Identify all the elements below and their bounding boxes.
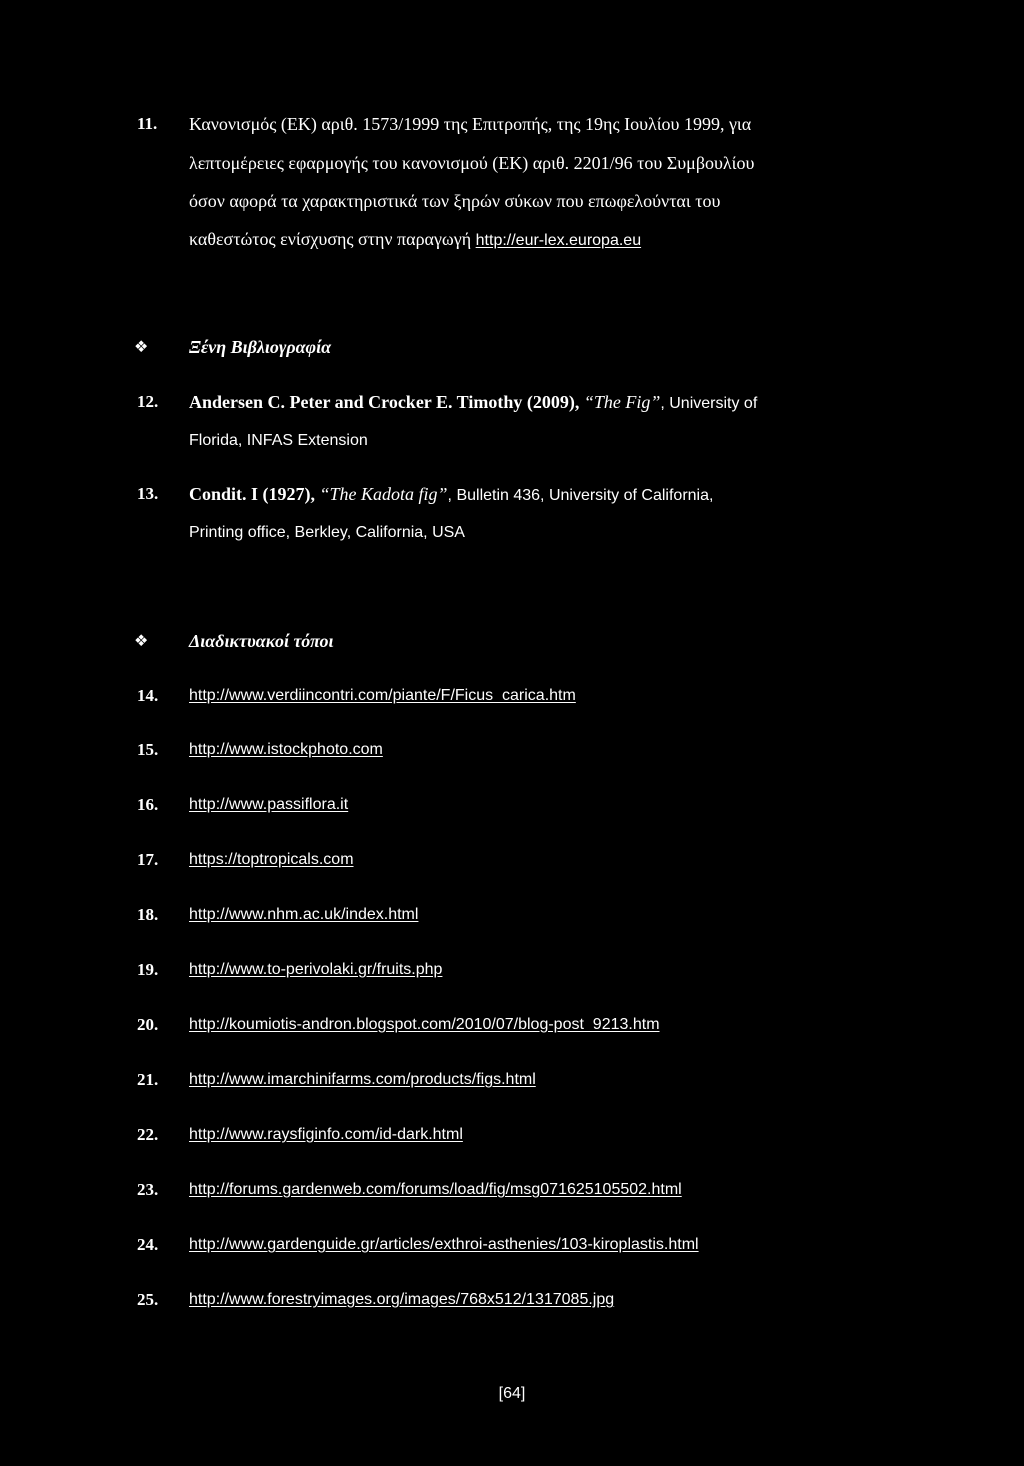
web-link[interactable]: https://toptropicals.com [189,851,354,868]
entry-11-link[interactable]: http://eur-lex.europa.eu [475,232,642,249]
link-number: 16. [137,795,159,814]
link-number: 17. [137,850,159,869]
entry-12-line-1 [189,392,757,414]
link-number: 20. [137,1015,159,1034]
web-link[interactable]: http://www.imarchinifarms.com/products/figs.html [189,1071,536,1088]
entry-12-rest: , University of [660,395,758,412]
web-link[interactable]: http://www.to-perivolaki.gr/fruits.php [189,961,443,978]
entry-12-authors: Andersen C. Peter and Crocker E. Timothy (2009), [189,392,580,412]
entry-11-line-3: όσον αφορά τα χαρακτηριστικά των ξηρών σύκων που επωφελούνται του [189,191,721,211]
entry-12-number: 12. [137,392,159,411]
entry-11-line-4-text: καθεστώτος ενίσχυσης στην παραγωγή [189,229,476,249]
entry-13-authors: Condit. I (1927), [189,484,316,504]
link-number: 21. [137,1070,159,1089]
link-number: 24. [137,1235,159,1254]
web-link[interactable]: http://www.verdiincontri.com/piante/F/Ficus_carica.htm [189,687,576,704]
link-number: 19. [137,960,159,979]
entry-13-number: 13. [137,484,159,503]
entry-11-line-2: λεπτομέρειες εφαρμογής του κανονισμού (ΕΚ) αριθ. 2201/96 του Συμβουλίου [189,153,755,173]
web-link[interactable]: http://www.nhm.ac.uk/index.html [189,906,419,923]
link-number: 23. [137,1180,159,1199]
foreign-bibliography-heading: Ξένη Βιβλιογραφία [189,337,332,357]
web-link[interactable]: http://www.passiflora.it [189,796,349,813]
entry-11-number: 11. [137,114,158,133]
entry-13-title: “The Kadota fig” [319,484,448,504]
web-sites-heading: Διαδικτυακοί τόποι [189,631,334,651]
entry-11-line-4 [189,229,641,251]
web-link[interactable]: http://koumiotis-andron.blogspot.com/2010/07/blog-post_9213.htm [189,1016,660,1033]
page-number: [64] [498,1385,526,1402]
entry-11-line-1: Κανονισμός (ΕΚ) αριθ. 1573/1999 της Επιτροπής, της 19ης Ιουλίου 1999, για [189,114,752,134]
link-number: 14. [137,686,159,705]
entry-12-line-2: Florida, INFAS Extension [189,432,368,449]
link-number: 25. [137,1290,159,1309]
entry-13-line-2: Printing office, Berkley, California, USA [189,524,465,541]
web-link[interactable]: http://www.istockphoto.com [189,741,383,758]
foreign-section-bullet-icon: ❖ [134,337,149,356]
entry-13-rest: , Bulletin 436, University of California, [447,487,714,504]
web-section-bullet-icon: ❖ [134,631,149,650]
link-number: 22. [137,1125,159,1144]
web-link[interactable]: http://www.raysfiginfo.com/id-dark.html [189,1126,463,1143]
link-number: 15. [137,740,159,759]
web-link[interactable]: http://www.gardenguide.gr/articles/exthroi-asthenies/103-kiroplastis.html [189,1236,699,1253]
entry-12-title: “The Fig” [583,392,661,412]
web-link[interactable]: http://forums.gardenweb.com/forums/load/fig/msg071625105502.html [189,1181,682,1198]
entry-13-line-1 [189,484,713,506]
link-number: 18. [137,905,159,924]
web-link[interactable]: http://www.forestryimages.org/images/768x512/1317085.jpg [189,1291,615,1308]
